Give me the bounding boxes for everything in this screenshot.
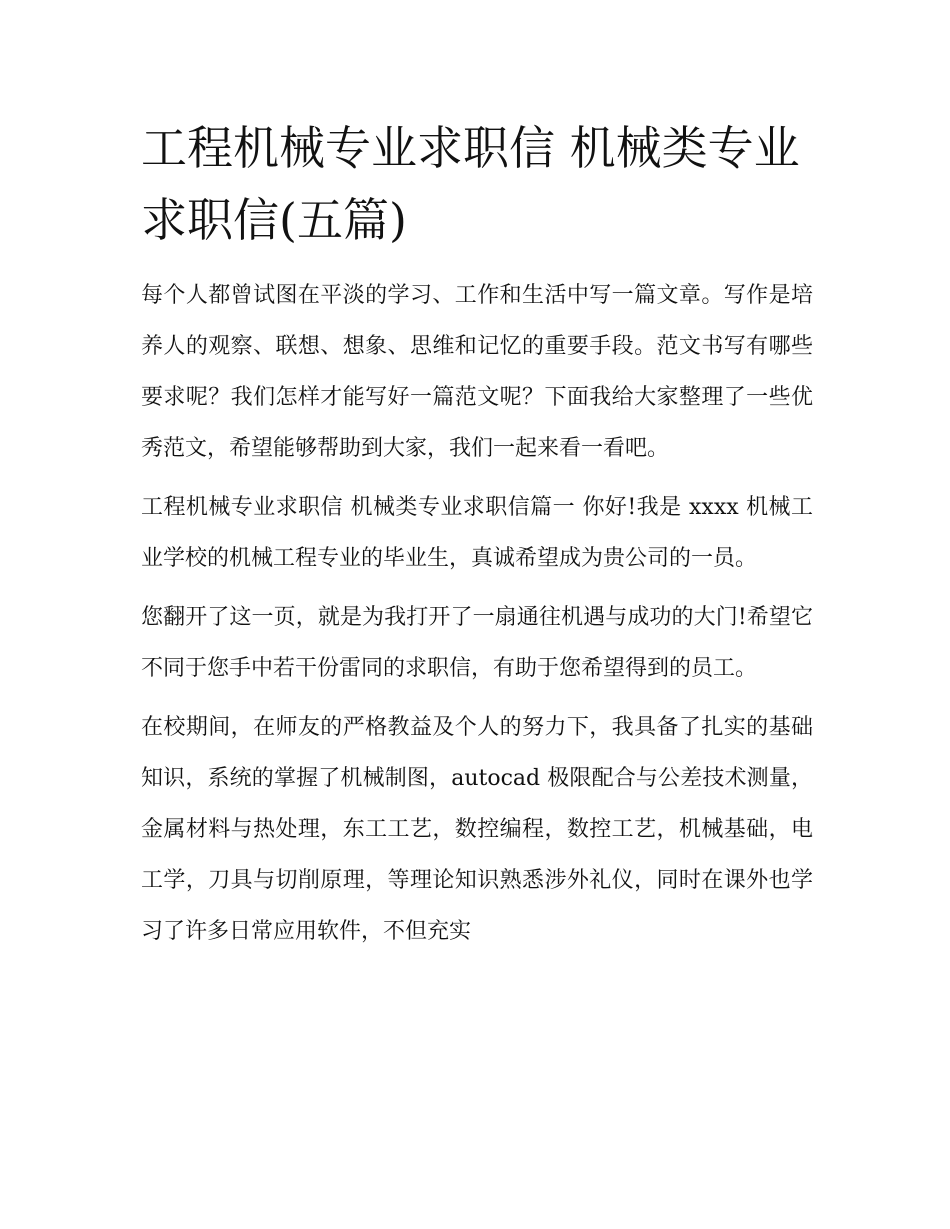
document-page <box>141 112 813 957</box>
document-title: 工程机械专业求职信 机械类专业求职信(五篇) <box>141 121 800 247</box>
letter-second-paragraph: 您翻开了这一页，就是为我打开了一扇通往机遇与成功的大门!希望它不同于您手中若干份雷同的求职信，有助于您希望得到的员工。 <box>141 605 813 681</box>
letter-opening-paragraph: 工程机械专业求职信 机械类专业求职信篇一 你好!我是 xxxx 机械工业学校的机械工程专业的毕业生，真诚希望成为贵公司的一员。 <box>141 495 813 571</box>
letter-third-paragraph: 在校期间，在师友的严格教益及个人的努力下，我具备了扎实的基础知识，系统的掌握了机械制图，autocad 极限配合与公差技术测量，金属材料与热处理，东工工艺，数控编程，数控工艺，机械基础，电工学，刀具与切削原理，等理论知识熟悉涉外礼仪，同时在课外也学习了许多日常应用软件，不但充实 <box>141 715 813 944</box>
intro-paragraph: 每个人都曾试图在平淡的学习、工作和生活中写一篇文章。写作是培养人的观察、联想、想象、思维和记忆的重要手段。范文书写有哪些要求呢？我们怎样才能写好一篇范文呢？下面我给大家整理了一些优秀范文，希望能够帮助到大家，我们一起来看一看吧。 <box>141 283 813 461</box>
